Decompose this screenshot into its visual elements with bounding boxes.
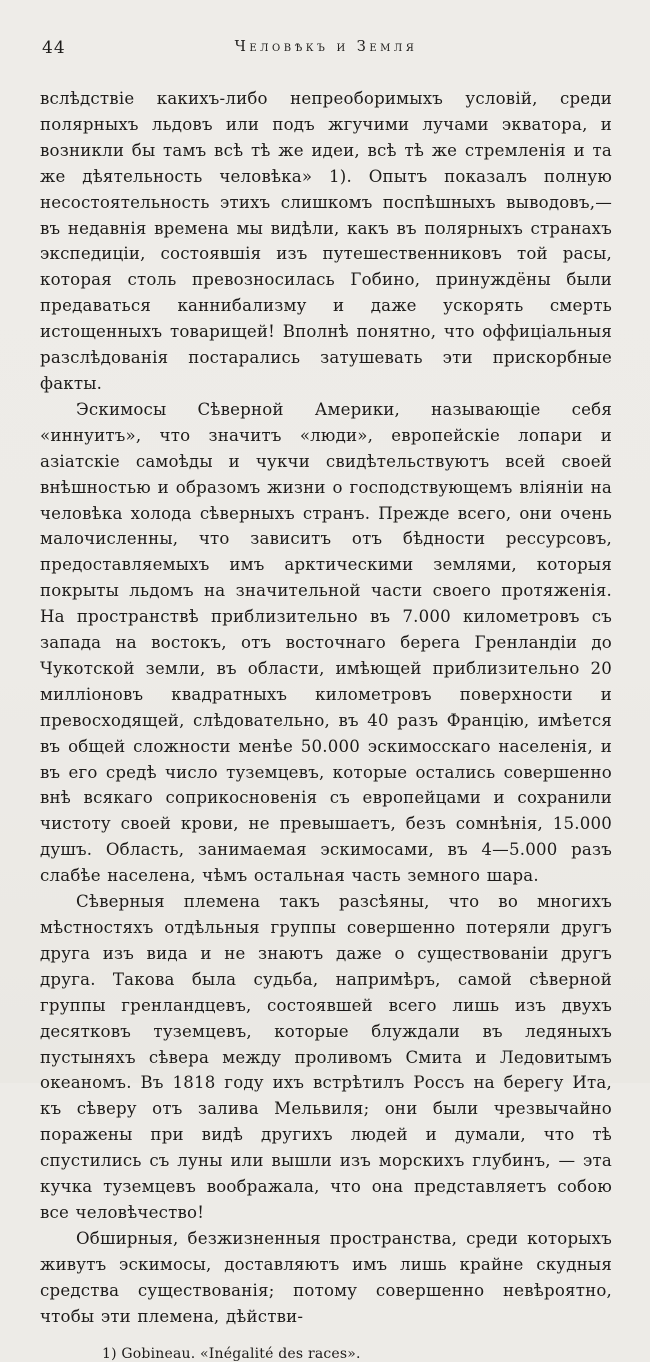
- paragraph: Эскимосы Сѣверной Америки, называющіе себя «иннуитъ», что значитъ «люди», европейскіе лопари и азіатскіе самоѣды и чукчи свидѣтельствуютъ всей своей внѣшностью и образомъ жизни о господствующемъ вліяніи на человѣка холода сѣверныхъ странъ. Прежде всего, они очень малочисленны, что зависитъ отъ бѣдности рессурсовъ, предоставляемыхъ имъ арктическими землями, которыя покрыты льдомъ на значительной части своего протяженія. На пространствѣ приблизительно въ 7.000 километровъ съ запада на востокъ, отъ восточнаго берега Гренландіи до Чукотской земли, въ области, имѣющей приблизительно 20 милліоновъ квадратныхъ километровъ поверхности и превосходящей, слѣдовательно, въ 40 разъ Францію, имѣется въ общей сложности менѣе 50.000 эскимосскаго населенія, и въ его средѣ число туземцевъ, которые остались совершенно внѣ всякаго соприкосновенія съ европейцами и сохранили чистоту своей крови, не превышаетъ, безъ сомнѣнія, 15.000 душъ. Область, занимаемая эскимосами, въ 4—5.000 разъ слабѣе населена, чѣмъ остальная часть земного шара.: [40, 399, 612, 886]
- running-head: [40, 38, 612, 62]
- page-number: 44: [42, 38, 66, 58]
- paragraph: вслѣдствіе какихъ-либо непреоборимыхъ условій, среди полярныхъ льдовъ или подъ жгучими лучами экватора, и возникли бы тамъ всѣ тѣ же идеи, всѣ тѣ же стремленія и та же дѣятельность человѣка» 1). Опытъ показалъ полную несостоятельность этихъ слишкомъ поспѣшныхъ выводовъ,—въ недавнія времена мы видѣли, какъ въ полярныхъ странахъ экспедиціи, состоявшія изъ путешественниковъ той расы, которая столь превозносилась Гобино, принуждёны были предаваться каннибализму и даже ускорять смерть истощенныхъ товарищей! Вполнѣ понятно, что оффиціальныя разслѣдованія постарались затушевать эти прискорбные факты.: [40, 89, 612, 393]
- running-title: Человѣкъ и Земля: [234, 39, 418, 55]
- paragraph: Сѣверныя племена такъ разсѣяны, что во многихъ мѣстностяхъ отдѣльныя группы совершенно потеряли другъ друга изъ вида и не знаютъ даже о существованіи другъ друга. Такова была судьба, напримѣръ, самой сѣверной группы гренландцевъ, состоявшей всего лишь изъ двухъ десятковъ туземцевъ, которые блуждали въ ледяныхъ пустыняхъ сѣвера между проливомъ Смита и Ледовитымъ океаномъ. Въ 1818 году ихъ встрѣтилъ Россъ на берегу Ита, къ сѣверу отъ залива Мельвиля; они были чрезвычайно поражены при видѣ другихъ людей и думали, что тѣ спустились съ луны или вышли изъ морскихъ глубинъ, — эта кучка туземцевъ воображала, что она представляетъ собою все человѣчество!: [40, 892, 612, 1222]
- paragraph: Обширныя, безжизненныя пространства, среди которыхъ живутъ эскимосы, доставляютъ имъ лишь крайне скудныя средства существованія; потому совершенно невѣроятно, чтобы эти племена, дѣйстви-: [40, 1228, 612, 1326]
- body-text: [40, 86, 612, 1330]
- footnote: 1) Gobineau. «Inégalité des races».: [102, 1345, 361, 1362]
